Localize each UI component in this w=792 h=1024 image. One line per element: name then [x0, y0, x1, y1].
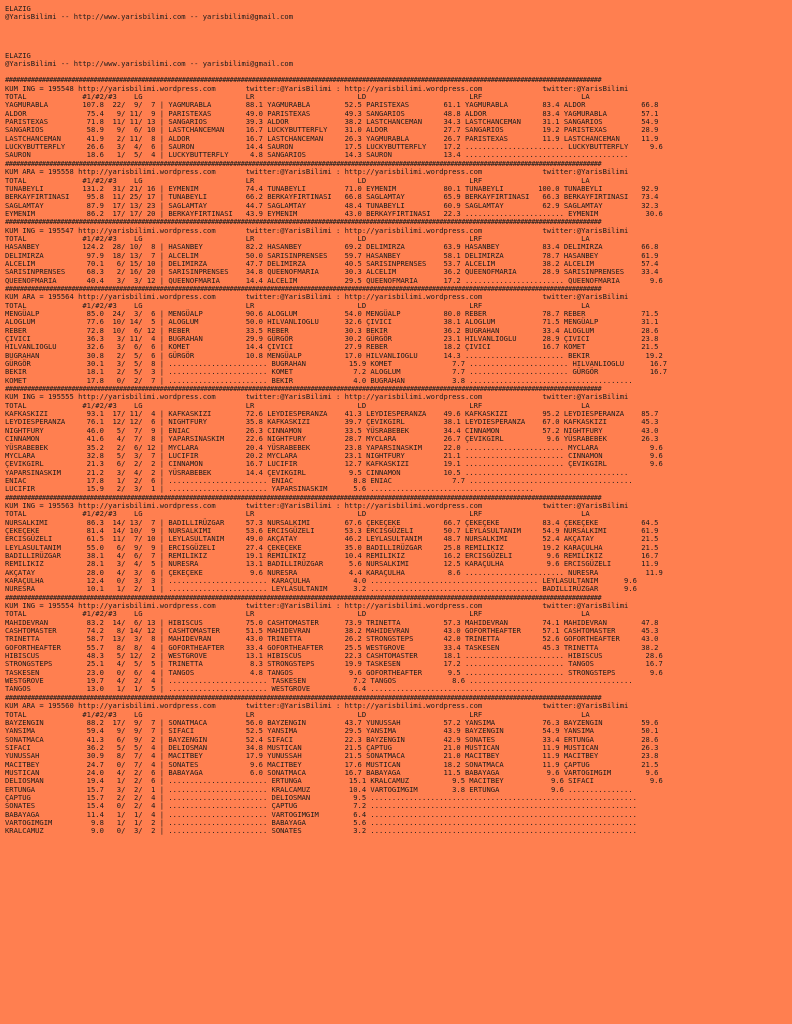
race-section: [0, 293, 792, 385]
result-row: SANGARIOS 58.9 9/ 6/ 10 | LASTCHANCEMAN 16.7 LUCKYBUTTERFLY 31.0 ALDOR 27.7 SANGARIOS 19.2 PARISTEXAS 28.9: [5, 125, 659, 135]
result-row: ENIAC 17.8 1/ 2/ 6 | ....................... ENIAC 8.8 ENIAC 7.7 ......................................: [5, 475, 633, 485]
result-row: ERTUNGA 15.7 3/ 2/ 1 | ....................... KRALCAMUZ 10.4 VARTOGIMGIM 3.8 ERTUNGA 9.6 ...............: [5, 784, 633, 794]
result-row: LUCKYBUTTERFLY 26.6 3/ 4/ 6 | SAURON 14.4 SAURON 17.5 LUCKYBUTTERFLY 17.2 ....................... LUCKYBUTTERFLY 9.6: [5, 142, 663, 152]
result-row: BABAYAGA 11.4 1/ 1/ 4 | ....................... VARTOGIMGIM 6.4 ..............................................................: [5, 809, 637, 819]
section-separator: ##################################################################################################################################################################: [5, 593, 602, 602]
race-section: [0, 168, 792, 218]
column-header-line: TOTAL #1/#2/#3 LG LR LD LRF LA: [5, 92, 590, 102]
header-title-repeat: ELAZIG: [5, 50, 31, 60]
result-row: SIFACI 36.2 5/ 5/ 4 | DELIOSMAN 34.8 MUSTICAN 21.5 ÇAPTUG 21.0 MUSTICAN 11.9 MUSTICAN 26.3: [5, 742, 659, 752]
result-row: ALOGLUM 77.6 10/ 14/ 5 | ALOGLUM 50.0 HILVANLIOGLU 32.6 ÇIVICI 38.1 ALOGLUM 71.5 MENGÜALP 31.1: [5, 317, 659, 327]
result-row: MACITBEY 24.7 0/ 7/ 4 | SONATES 9.6 MACITBEY 17.6 MUSTICAN 18.2 SONATMACA 11.9 ÇAPTUG 21.5: [5, 759, 659, 769]
result-row: SONATMACA 41.3 6/ 9/ 2 | BAYZENGIN 52.4 SIFACI 22.3 BAYZENGIN 42.9 SONATES 33.4 ERTUNGA 28.6: [5, 734, 659, 744]
result-row: WESTGROVE 19.7 4/ 2/ 4 | ....................... TASKESEN 7.2 TANGOS 8.6 ......................................: [5, 676, 633, 686]
race-header-line: KUM ARA = 195558 http://yarisbilimi.wordpress.com twitter:@YarisBilimi : http://yarisbilimi.wordpress.com twitter:@YarisBilimi: [5, 167, 629, 177]
race-section: [0, 602, 792, 694]
result-row: SARISINPRENSES 68.3 2/ 16/ 20 | SARISINPRENSES 34.8 QUEENOFMARIA 30.3 ALCELIM 36.2 QUEENOFMARIA 28.9 SARISINPRENSES 33.4: [5, 267, 659, 277]
result-row: AKÇATAY 28.0 4/ 3/ 6 | ÇEKEÇEKE 9.6 NURESRA 4.4 KARAÇULHA 8.6 ....................... NURESRA 11.9: [5, 567, 663, 577]
result-row: NURSALKIMI 86.3 14/ 13/ 7 | BADILLIRÜZGAR 57.3 NURSALKIMI 67.6 ÇEKEÇEKE 66.7 ÇEKEÇEKE 83.4 ÇEKEÇEKE 64.5: [5, 517, 659, 527]
result-row: KAFKASKIZI 93.1 17/ 11/ 4 | KAFKASKIZI 72.6 LEYDIESPERANZA 41.3 LEYDIESPERANZA 49.6 KAFKASKIZI 95.2 LEYDIESPERANZA 85.7: [5, 409, 659, 419]
section-separator: ##################################################################################################################################################################: [5, 159, 602, 168]
result-row: YAGMURABLA 107.8 22/ 9/ 7 | YAGMURABLA 88.1 YAGMURABLA 52.5 PARISTEXAS 61.1 YAGMURABLA 83.4 ALDOR 66.8: [5, 100, 659, 110]
result-row: ÇEKEÇEKE 81.4 14/ 10/ 9 | NURSALKIMI 53.6 ERCISGÜZELI 53.3 ERCISGÜZELI 50.7 LEYLASULTANIM 54.9 NURSALKIMI 61.9: [5, 525, 659, 535]
section-separator: ##################################################################################################################################################################: [5, 218, 602, 227]
race-section: [0, 502, 792, 594]
result-row: TUNABEYLI 131.2 31/ 21/ 16 | EYMENIM 74.4 TUNABEYLI 71.0 EYMENIM 80.1 TUNABEYLI 100.0 TUNABEYLI 92.9: [5, 183, 659, 193]
result-row: GOFORTHEAFTER 55.7 8/ 8/ 4 | GOFORTHEAFTER 33.4 GOFORTHEAFTER 25.5 WESTGROVE 33.4 TASKESEN 45.3 TRINETTA 38.2: [5, 642, 659, 652]
column-header-line: TOTAL #1/#2/#3 LG LR LD LRF LA: [5, 509, 590, 519]
result-row: HASANBEY 124.2 28/ 10/ 8 | HASANBEY 82.2 HASANBEY 69.2 DELIMIRZA 63.9 HASANBEY 83.4 DELIMIRZA 66.8: [5, 242, 659, 252]
result-row: CINNAMON 41.6 4/ 7/ 8 | YAPARSINASKIM 22.6 NIGHTFURY 28.7 MYCLARA 26.7 ÇEVIKGIRL 9.6 YÜSRABEBEK 26.3: [5, 434, 659, 444]
result-row: MENGÜALP 85.0 24/ 3/ 6 | MENGÜALP 90.6 ALOGLUM 54.0 MENGÜALP 80.0 REBER 78.7 REBER 71.5: [5, 309, 659, 318]
race-header-line: KUM ING = 195563 http://yarisbilimi.wordpress.com twitter:@YarisBilimi : http://yarisbilimi.wordpress.com twitter:@YarisBilimi: [5, 500, 629, 510]
result-row: PARISTEXAS 71.8 11/ 11/ 13 | SANGARIOS 39.3 ALDOR 38.2 LASTCHANCEMAN 34.3 LASTCHANCEMAN 31.1 SANGARIOS 54.9: [5, 117, 659, 127]
result-row: LEYLASULTANIM 55.0 6/ 9/ 9 | ERCISGÜZELI 27.4 ÇEKEÇEKE 35.0 BADILLIRÜZGAR 25.8 REMILIKIZ 19.2 KARAÇULHA 21.5: [5, 542, 659, 552]
result-row: KARAÇULHA 12.4 0/ 3/ 3 | ....................... KARAÇULHA 4.0 ....................................... LEYLASULTANIM 9.6: [5, 576, 637, 585]
race-section: [0, 393, 792, 493]
result-row: TRINETTA 58.7 13/ 3/ 8 | MAHIDEVRAN 43.0 TRINETTA 26.2 STRONGSTEPS 42.0 TRINETTA 52.6 GOFORTHEAFTER 43.0: [5, 634, 659, 644]
result-row: MYCLARA 32.8 5/ 3/ 7 | LUCIFIR 20.2 MYCLARA 23.1 NIGHTFURY 21.1 ....................... CINNAMON 9.6: [5, 450, 663, 460]
result-row: ERCISGÜZELI 61.5 11/ 7/ 10 | LEYLASULTANIM 49.0 AKÇATAY 46.2 LEYLASULTANIM 48.7 NURSALKIMI 52.4 AKÇATAY 21.5: [5, 534, 659, 544]
race-header-line: KUM ARA = 195564 http://yarisbilimi.wordpress.com twitter:@YarisBilimi : http://yarisbilimi.wordpress.com twitter:@YarisBilimi: [5, 292, 629, 302]
result-row: STRONGSTEPS 25.1 4/ 5/ 5 | TRINETTA 8.3 STRONGSTEPS 19.9 TASKESEN 17.2 ....................... TANGOS 16.7: [5, 659, 663, 669]
result-row: BADILLIRÜZGAR 38.1 4/ 6/ 7 | REMILIKIZ 19.1 REMILIKIZ 10.4 REMILIKIZ 16.2 ERCISGÜZELI 9.6 REMILIKIZ 16.7: [5, 550, 659, 560]
section-separator: ##################################################################################################################################################################: [5, 284, 602, 293]
result-row: MUSTICAN 24.0 4/ 2/ 6 | BABAYAGA 6.0 SONATMACA 16.7 BABAYAGA 11.5 BABAYAGA 9.6 VARTOGIMGIM 9.6: [5, 767, 659, 777]
result-row: TASKESEN 23.0 0/ 6/ 4 | TANGOS 4.8 TANGOS 9.6 GOFORTHEAFTER 9.5 ....................... STRONGSTEPS 9.6: [5, 667, 663, 677]
result-row: VARTOGIMGIM 9.8 1/ 1/ 2 | ....................... BABAYAGA 5.6 ..............................................................: [5, 817, 637, 827]
header-contact-line-repeat: @YarisBilimi -- http://www.yarisbilimi.com -- yarisbilimi@gmail.com: [5, 59, 294, 69]
result-row: SAGLAMTAY 87.9 17/ 13/ 23 | SAGLAMTAY 44.7 SAGLAMTAY 48.4 TUNABEYLI 60.9 SAGLAMTAY 62.9 SAGLAMTAY 32.3: [5, 200, 659, 210]
header-contact-line: @YarisBilimi -- http://www.yarisbilimi.com -- yarisbilimi@gmail.com: [5, 12, 294, 22]
column-header-line: TOTAL #1/#2/#3 LG LR LD LRF LA: [5, 175, 590, 185]
result-row: DELIMIRZA 97.9 18/ 13/ 7 | ALCELIM 50.0 SARISINPRENSES 59.7 HASANBEY 58.1 DELIMIRZA 78.7 HASANBEY 61.9: [5, 250, 659, 260]
result-row: BAYZENGIN 88.2 17/ 9/ 7 | SONATMACA 56.0 BAYZENGIN 43.7 YUNUSSAH 57.2 YANSIMA 76.3 BAYZENGIN 59.6: [5, 717, 659, 727]
column-header-line: TOTAL #1/#2/#3 LG LR LD LRF LA: [5, 233, 590, 243]
section-separator: ##################################################################################################################################################################: [5, 693, 602, 702]
result-row: NURESRA 10.1 1/ 2/ 1 | ....................... LEYLASULTANIM 3.2 ....................................... BADILLIRÜZGAR 9.6: [5, 584, 637, 594]
result-row: SAURON 18.6 1/ 5/ 4 | LUCKYBUTTERFLY 4.8 SANGARIOS 14.3 SAURON 13.4 ......................................: [5, 150, 629, 160]
column-header-line: TOTAL #1/#2/#3 LG LR LD LRF LA: [5, 400, 590, 410]
result-row: YUNUSSAH 30.9 8/ 7/ 4 | MACITBEY 17.9 YUNUSSAH 21.5 SONATMACA 21.0 MACITBEY 11.9 MACITBEY 23.8: [5, 751, 659, 761]
result-row: ÇAPTUG 15.7 2/ 2/ 4 | ....................... DELIOSMAN 9.5 ..............................................................: [5, 792, 637, 802]
column-header-line: TOTAL #1/#2/#3 LG LR LD LRF LA: [5, 709, 590, 719]
result-row: MAHIDEVRAN 83.2 14/ 6/ 13 | HIBISCUS 75.0 CASHTOMASTER 73.9 TRINETTA 57.3 MAHIDEVRAN 74.1 MAHIDEVRAN 47.8: [5, 617, 659, 627]
race-header-line: KUM ING = 195554 http://yarisbilimi.wordpress.com twitter:@YarisBilimi : http://yarisbilimi.wordpress.com twitter:@YarisBilimi: [5, 601, 629, 611]
race-section: [0, 85, 792, 160]
column-header-line: TOTAL #1/#2/#3 LG LR LD LRF LA: [5, 609, 590, 619]
result-row: CASHTOMASTER 74.2 8/ 14/ 12 | CASHTOMASTER 51.5 MAHIDEVRAN 38.2 MAHIDEVRAN 43.0 GOFORTHEAFTER 57.1 CASHTOMASTER 45.3: [5, 626, 659, 636]
result-row: HILVANLIOGLU 32.6 3/ 6/ 6 | KOMET 14.4 ÇIVICI 27.9 REBER 18.2 ÇIVICI 16.7 KOMET 21.5: [5, 342, 659, 352]
race-header-line: KUM ING = 195548 http://yarisbilimi.wordpress.com twitter:@YarisBilimi : http://yarisbilimi.wordpress.com twitter:@YarisBilimi: [5, 83, 629, 93]
race-header-line: KUM ING = 195555 http://yarisbilimi.wordpress.com twitter:@YarisBilimi : http://yarisbilimi.wordpress.com twitter:@YarisBilimi: [5, 392, 629, 402]
result-row: LUCIFIR 15.9 2/ 3/ 1 | ....................... YAPARSINASKIM 5.6 ......................................: [5, 484, 534, 494]
header-title: ELAZIG: [5, 4, 31, 13]
result-row: ÇIVICI 36.3 3/ 11/ 4 | BUGRAHAN 29.9 GÜRGÖR 30.2 GÜRGÖR 23.1 HILVANLIOGLU 28.9 ÇIVICI 23.8: [5, 334, 659, 344]
result-row: QUEENOFMARIA 40.4 3/ 3/ 12 | QUEENOFMARIA 14.4 ALCELIM 29.5 QUEENOFMARIA 17.2 ....................... QUEENOFMARIA 9.6: [5, 275, 663, 285]
section-separator: ##################################################################################################################################################################: [5, 385, 602, 394]
race-sections: [0, 76, 792, 835]
race-header-line: KUM ARA = 195560 http://yarisbilimi.wordpress.com twitter:@YarisBilimi : http://yarisbilimi.wordpress.com twitter:@YarisBilimi: [5, 701, 629, 711]
result-row: ALCELIM 70.1 6/ 15/ 10 | DELIMIRZA 47.7 DELIMIRZA 40.5 SARISINPRENSES 53.7 ALCELIM 38.2 ALCELIM 57.4: [5, 258, 659, 268]
result-row: YANSIMA 59.4 9/ 9/ 7 | SIFACI 52.5 YANSIMA 29.5 YANSIMA 43.9 BAYZENGIN 54.9 YANSIMA 50.1: [5, 726, 659, 736]
result-row: ALDOR 75.4 9/ 11/ 9 | PARISTEXAS 49.0 PARISTEXAS 49.3 SANGARIOS 48.8 ALDOR 83.4 YAGMURABLA 57.1: [5, 108, 659, 118]
column-header-line: TOTAL #1/#2/#3 LG LR LD LRF LA: [5, 300, 590, 310]
race-section: [0, 227, 792, 285]
result-row: HIBISCUS 48.3 5/ 12/ 2 | WESTGROVE 13.1 HIBISCUS 22.3 CASHTOMASTER 18.1 ....................... HIBISCUS 28.6: [5, 651, 663, 661]
result-row: REMILIKIZ 28.1 3/ 4/ 5 | NURESRA 13.1 BADILLIRÜZGAR 5.6 NURSALKIMI 12.5 KARAÇULHA 9.6 ERCISGÜZELI 11.9: [5, 559, 659, 569]
result-row: REBER 72.8 10/ 6/ 12 | REBER 33.5 REBER 30.3 BEKIR 36.2 BUGRAHAN 33.4 ALOGLUM 28.6: [5, 325, 659, 335]
race-section: [0, 702, 792, 836]
result-row: BEKIR 18.1 2/ 5/ 3 | ....................... KOMET 7.2 ALOGLUM 7.7 ....................... GÜRGÖR 16.7: [5, 367, 668, 377]
result-row: TANGOS 13.0 1/ 1/ 5 | ....................... WESTGROVE 6.4 ......................................: [5, 684, 534, 694]
result-row: KRALCAMUZ 9.0 0/ 3/ 2 | ....................... SONATES 3.2 ..............................................................: [5, 826, 637, 836]
result-row: EYMENIM 86.2 17/ 17/ 20 | BERKAYFIRTINASI 43.9 EYMENIM 43.0 BERKAYFIRTINASI 22.3 ....................... EYMENIM 30.6: [5, 208, 663, 218]
result-row: YÜSRABEBEK 35.2 2/ 6/ 12 | MYCLARA 20.4 YÜSRABEBEK 23.8 YAPARSINASKIM 22.0 ....................... MYCLARA 9.6: [5, 442, 663, 452]
result-row: ÇEVIKGIRL 21.3 6/ 2/ 2 | CINNAMON 16.7 LUCIFIR 12.7 KAFKASKIZI 19.1 ....................... ÇEVIKGIRL 9.6: [5, 459, 663, 469]
result-row: DELIOSMAN 19.4 1/ 2/ 6 | ....................... ERTUNGA 15.1 KRALCAMUZ 9.5 MACITBEY 9.6 SIFACI 9.6: [5, 776, 663, 786]
result-row: GÜRGÖR 30.1 3/ 5/ 8 | ....................... BUGRAHAN 15.9 KOMET 7.7 ....................... HILVANLIOGLU 16.7: [5, 359, 668, 369]
result-row: NIGHTFURY 46.0 5/ 7/ 9 | ENIAC 26.3 CINNAMON 33.5 YÜSRABEBEK 34.4 CINNAMON 57.2 NIGHTFURY 43.0: [5, 425, 659, 435]
result-row: KOMET 17.8 0/ 2/ 7 | ....................... BEKIR 4.0 BUGRAHAN 3.8 ......................................: [5, 375, 633, 385]
result-row: LASTCHANCEMAN 41.9 2/ 11/ 8 | ALDOR 16.7 LASTCHANCEMAN 26.3 YAGMURABLA 26.7 PARISTEXAS 11.9 LASTCHANCEMAN 11.9: [5, 133, 659, 143]
result-row: YAPARSINASKIM 21.2 3/ 4/ 2 | YÜSRABEBEK 14.4 ÇEVIKGIRL 9.5 CINNAMON 10.5 ......................................: [5, 467, 629, 477]
result-row: SONATES 15.4 0/ 2/ 4 | ....................... ÇAPTUG 7.2 ..............................................................: [5, 801, 637, 811]
section-separator: ##################################################################################################################################################################: [5, 493, 602, 502]
result-row: BUGRAHAN 30.8 2/ 5/ 6 | GÜRGÖR 10.8 MENGÜALP 17.0 HILVANLIOGLU 14.3 ....................... BEKIR 19.2: [5, 350, 663, 360]
result-row: BERKAYFIRTINASI 95.8 11/ 25/ 17 | TUNABEYLI 66.2 BERKAYFIRTINASI 66.8 SAGLAMTAY 65.9 BERKAYFIRTINASI 66.3 BERKAYFIRTINASI 73.4: [5, 192, 659, 202]
section-separator: ##################################################################################################################################################################: [5, 76, 602, 85]
race-header-line: KUM ING = 195547 http://yarisbilimi.wordpress.com twitter:@YarisBilimi : http://yarisbilimi.wordpress.com twitter:@YarisBilimi: [5, 225, 629, 235]
result-row: LEYDIESPERANZA 76.1 12/ 12/ 6 | NIGHTFURY 35.8 KAFKASKIZI 39.7 ÇEVIKGIRL 38.1 LEYDIESPERANZA 67.0 KAFKASKIZI 45.3: [5, 417, 659, 427]
